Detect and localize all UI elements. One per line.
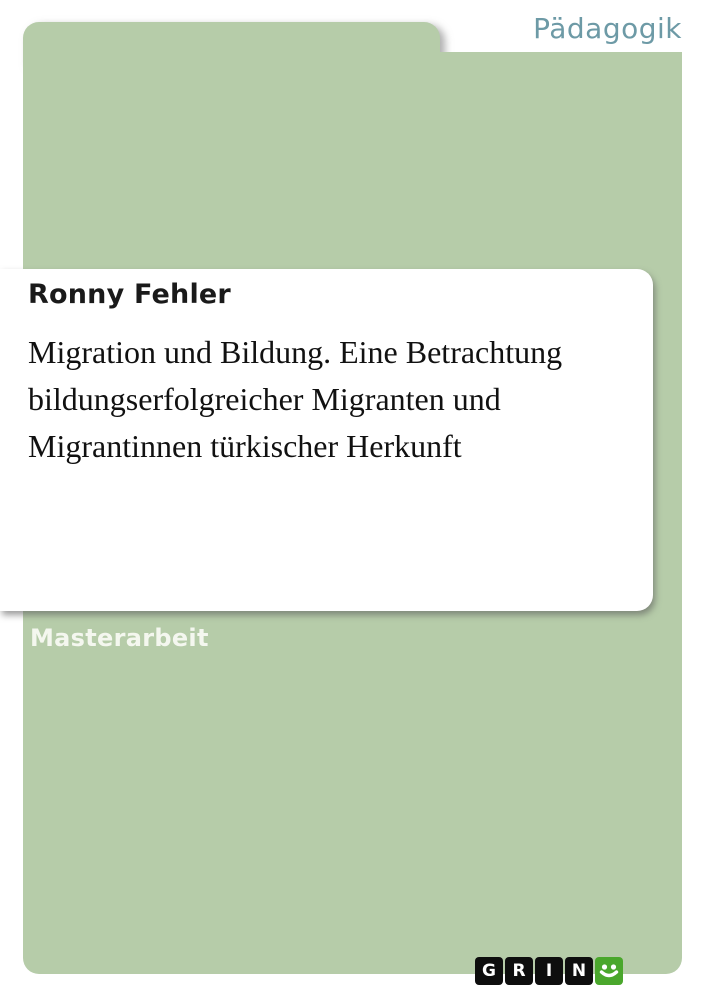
logo-letter-tile: G xyxy=(475,957,503,985)
category-label: Pädagogik xyxy=(533,12,682,45)
document-type-label: Masterarbeit xyxy=(30,624,209,652)
smiley-icon xyxy=(595,957,623,985)
document-title-line: bildungserfolgreicher Migranten und xyxy=(28,381,501,417)
document-title xyxy=(28,329,623,470)
logo-letter-tile: I xyxy=(535,957,563,985)
grin-logo xyxy=(475,957,623,985)
document-title-line: Migrantinnen türkischer Herkunft xyxy=(28,428,462,464)
logo-letter-tile: R xyxy=(505,957,533,985)
author-name: Ronny Fehler xyxy=(28,279,231,310)
document-title-line: Migration und Bildung. Eine Betrachtung xyxy=(28,334,563,370)
title-card xyxy=(0,269,653,611)
logo-letter-tile: N xyxy=(565,957,593,985)
